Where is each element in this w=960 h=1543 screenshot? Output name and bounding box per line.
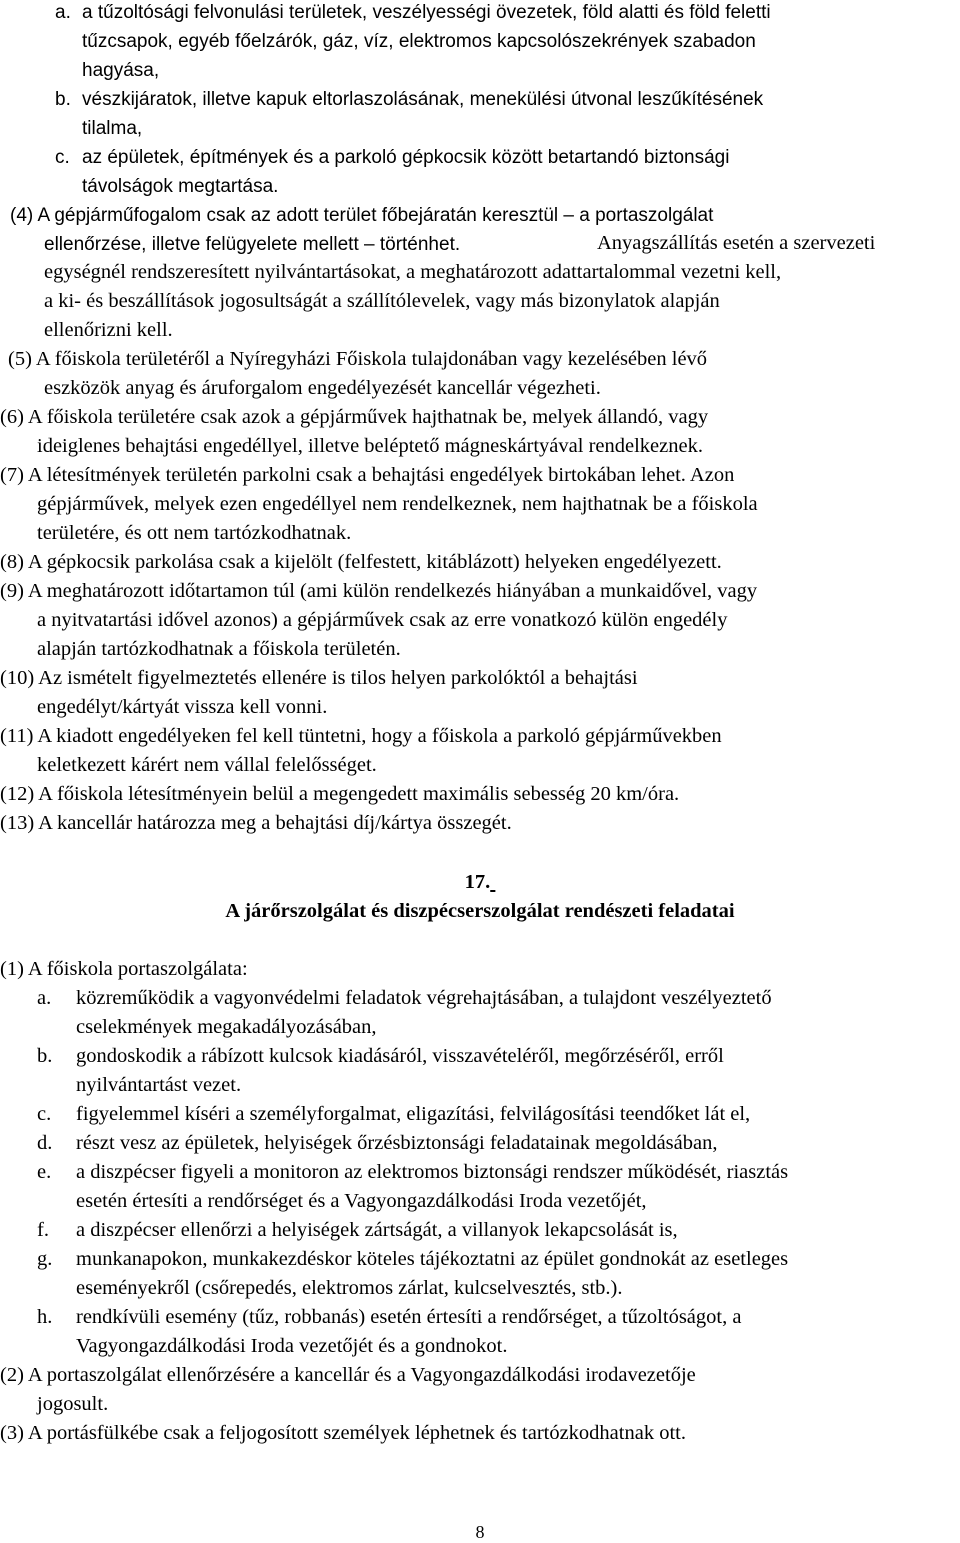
paragraph-line: engedélyt/kártyát vissza kell vonni.	[37, 696, 328, 718]
paragraph-line: (2) A portaszolgálat ellenőrzésére a kancellár és a Vagyongazdálkodási irodavezetője	[0, 1364, 696, 1386]
paragraph-line: jogosult.	[37, 1393, 109, 1415]
list-text-line: munkanapokon, munkakezdéskor köteles tájékoztatni az épület gondnokát az esetleges	[76, 1248, 789, 1270]
paragraph-line: (7) A létesítmények területén parkolni csak a behajtási engedélyek birtokában lehet. Azon	[0, 464, 735, 486]
section-number	[0, 871, 960, 894]
list-text-line: a diszpécser figyeli a monitoron az elektromos biztonsági rendszer működését, riasztás	[76, 1161, 789, 1183]
paragraph-line: (11) A kiadott engedélyeken fel kell tüntetni, hogy a főiskola a parkoló gépjárművekben	[0, 725, 722, 747]
paragraph-line: keletkezett kárért nem vállal felelősséget.	[37, 754, 377, 776]
list-label: g.	[37, 1248, 53, 1270]
list-label: h.	[37, 1306, 53, 1328]
paragraph-line: (13) A kancellár határozza meg a behajtási díj/kártya összegét.	[0, 812, 512, 834]
paragraph-line: gépjárművek, melyek ezen engedéllyel nem rendelkeznek, nem hajthatnak be a főiskola	[37, 493, 758, 515]
list-text-line: gondoskodik a rábízott kulcsok kiadásáról, visszavételéről, megőrzéséről, erről	[76, 1045, 724, 1067]
para4-line: (4) A gépjárműfogalom csak az adott terület főbejáratán keresztül – a portaszolgálat	[10, 205, 714, 226]
section-number-underline	[490, 871, 495, 893]
list-text-line: cselekmények megakadályozásában,	[76, 1016, 377, 1038]
paragraph-line: (6) A főiskola területére csak azok a gépjárművek hajthatnak be, melyek állandó, vagy	[0, 406, 709, 428]
list-label: a.	[55, 2, 71, 23]
list-text-line: eseményekről (csőrepedés, elektromos zárlat, kulcselvesztés, stb.).	[76, 1277, 623, 1299]
para4-line: Anyagszállítás esetén a szervezeti	[597, 232, 876, 254]
section-title: A járőrszolgálat és diszpécserszolgálat rendészeti feladatai	[225, 900, 735, 922]
list-text-line: vészkijáratok, illetve kapuk eltorlaszolásának, menekülési útvonal leszűkítésének	[82, 89, 764, 110]
list-text-line: közreműködik a vagyonvédelmi feladatok végrehajtásában, a tulajdont veszélyeztető	[76, 987, 772, 1009]
list-text-line: a tűzoltósági felvonulási területek, veszélyességi övezetek, föld alatti és föld feletti	[82, 2, 771, 23]
para4-line: ellenőrzése, illetve felügyelete mellett – történhet.	[44, 234, 461, 255]
list-label: c.	[37, 1103, 52, 1125]
paragraph-line: (12) A főiskola létesítményein belül a megengedett maximális sebesség 20 km/óra.	[0, 783, 680, 805]
list-label: b.	[55, 89, 71, 110]
list-text-line: esetén értesíti a rendőrséget és a Vagyongazdálkodási Iroda vezetőjét,	[76, 1190, 647, 1212]
list-text-line: a diszpécser ellenőrzi a helyiségek zártságát, a villanyok lekapcsolását is,	[76, 1219, 678, 1241]
paragraph-line: (9) A meghatározott időtartamon túl (ami külön rendelkezés hiányában a munkaidővel, vagy	[0, 580, 758, 602]
list-text-line: figyelemmel kíséri a személyforgalmat, eligazítási, felvilágosítási teendőket lát el,	[76, 1103, 751, 1125]
para4-line: ellenőrizni kell.	[44, 319, 173, 341]
section-number-text: 17.	[464, 871, 491, 893]
paragraph-line: eszközök anyag és áruforgalom engedélyezését kancellár végezheti.	[44, 377, 601, 399]
list-label: f.	[37, 1219, 49, 1241]
paragraph-line: ideiglenes behajtási engedéllyel, illetve beléptető mágneskártyával rendelkeznek.	[37, 435, 703, 457]
section-intro: (1) A főiskola portaszolgálata:	[0, 958, 248, 980]
paragraph-line: (8) A gépkocsik parkolása csak a kijelölt (felfestett, kitáblázott) helyeken engedélyezett.	[0, 551, 722, 573]
paragraph-line: a nyitvatartási idővel azonos) a gépjárművek csak az erre vonatkozó külön engedély	[37, 609, 728, 631]
list-text-line: távolságok megtartása.	[82, 176, 279, 197]
paragraph-line: (3) A portásfülkébe csak a feljogosított személyek léphetnek és tartózkodhatnak ott.	[0, 1422, 686, 1444]
list-text-line: tűzcsapok, egyéb főelzárók, gáz, víz, elektromos kapcsolószekrények szabadon	[82, 31, 756, 52]
list-text-line: nyilvántartást vezet.	[76, 1074, 242, 1096]
list-text-line: hagyása,	[82, 60, 160, 81]
para4-line: a ki- és beszállítások jogosultságát a szállítólevelek, vagy más bizonylatok alapján	[44, 290, 720, 312]
paragraph-line: alapján tartózkodhatnak a főiskola területén.	[37, 638, 401, 660]
list-label: c.	[55, 147, 70, 168]
list-label: a.	[37, 987, 52, 1009]
paragraph-line: (5) A főiskola területéről a Nyíregyházi Főiskola tulajdonában vagy kezelésében lévő	[8, 348, 708, 370]
paragraph-line: területére, és ott nem tartózkodhatnak.	[37, 522, 352, 544]
list-label: d.	[37, 1132, 53, 1154]
list-text-line: tilalma,	[82, 118, 143, 139]
page-number: 8	[475, 1522, 485, 1542]
list-text-line: részt vesz az épületek, helyiségek őrzésbiztonsági feladatainak megoldásában,	[76, 1132, 718, 1154]
list-label: b.	[37, 1045, 53, 1067]
list-text-line: Vagyongazdálkodási Iroda vezetőjét és a gondnokot.	[76, 1335, 508, 1357]
para4-line: egységnél rendszeresített nyilvántartásokat, a meghatározott adattartalommal vezetni kell,	[44, 261, 782, 283]
list-text-line: az épületek, építmények és a parkoló gépkocsik között betartandó biztonsági	[82, 147, 730, 168]
list-text-line: rendkívüli esemény (tűz, robbanás) esetén értesíti a rendőrséget, a tűzoltóságot, a	[76, 1306, 742, 1328]
list-label: e.	[37, 1161, 52, 1183]
paragraph-line: (10) Az ismételt figyelmeztetés ellenére is tilos helyen parkolóktól a behajtási	[0, 667, 638, 689]
